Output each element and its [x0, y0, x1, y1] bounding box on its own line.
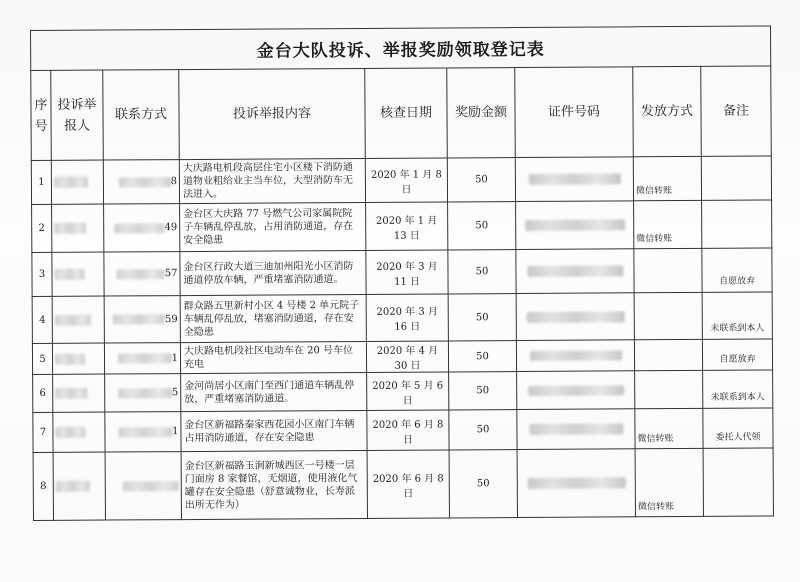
check-date: 2020 年 4 月 30 日	[366, 341, 448, 373]
table-row	[32, 292, 772, 344]
table-row	[32, 248, 772, 297]
contact-redacted: 59	[104, 296, 180, 343]
reporter-name-redacted	[52, 204, 104, 252]
reward-amount: 50	[448, 250, 516, 294]
remark: 自愿放弃	[702, 339, 772, 370]
header-contact: 联系方式	[103, 70, 180, 160]
table-row	[33, 370, 773, 413]
reward-amount: 50	[449, 450, 517, 518]
remark	[701, 156, 771, 200]
reward-amount: 50	[449, 372, 517, 410]
report-content: 群众路五里新村小区 4 号楼 2 单元院子车辆乱停乱放，堵塞消防通道，存在安全隐患	[180, 294, 366, 342]
table-row	[32, 339, 772, 375]
remark	[702, 200, 772, 248]
header-no: 序号	[31, 70, 52, 160]
form-title: 金台大队投诉、举报奖励领取登记表	[31, 26, 771, 71]
payment-method	[634, 292, 702, 339]
check-date: 2020 年 6 月 8 日	[367, 450, 449, 518]
check-date: 2020 年 6 月 8 日	[367, 410, 449, 451]
table-row	[31, 156, 771, 205]
remark	[703, 448, 773, 516]
reporter-name-redacted	[53, 374, 105, 412]
header-date: 核查日期	[365, 68, 448, 158]
remark: 未联系到本人	[703, 370, 773, 408]
header-amount: 奖励金额	[447, 68, 516, 158]
id-number-redacted	[517, 371, 635, 410]
reward-amount: 50	[448, 341, 516, 372]
row-number: 4	[32, 296, 52, 343]
check-date: 2020 年 3 月 16 日	[366, 294, 448, 342]
remark: 自愿放弃	[702, 248, 772, 292]
id-number-redacted	[516, 340, 634, 372]
payment-method: 微信转账	[634, 200, 702, 248]
row-number: 1	[31, 160, 51, 204]
registration-form	[30, 25, 773, 521]
contact-redacted: 1	[104, 343, 180, 374]
reporter-name-redacted	[53, 452, 105, 520]
id-number-redacted	[515, 157, 633, 202]
reporter-name-redacted	[52, 343, 104, 374]
report-content: 金河尚居小区南门至西门通道车辆乱停放，严重堵塞消防通道。	[181, 372, 367, 411]
row-number: 7	[33, 412, 53, 452]
reporter-name-redacted	[52, 296, 104, 343]
contact-redacted: 49	[104, 204, 180, 252]
row-number: 6	[33, 374, 53, 412]
table-row	[33, 408, 773, 453]
reporter-name-redacted	[53, 412, 105, 452]
reward-amount: 50	[449, 410, 517, 450]
row-number: 8	[33, 452, 53, 520]
header-id: 证件号码	[515, 67, 634, 158]
id-number-redacted	[517, 409, 635, 450]
id-number-redacted	[516, 293, 634, 341]
remark: 委托人代领	[703, 408, 773, 448]
row-number: 2	[32, 204, 52, 252]
check-date: 2020 年 5 月 6 日	[367, 372, 449, 411]
report-content: 大庆路电机段社区电动车在 20 号车位充电	[180, 341, 366, 373]
reward-amount: 50	[448, 294, 516, 341]
payment-method: 微信转账	[635, 408, 703, 448]
id-number-redacted	[517, 449, 635, 518]
payment-method	[634, 339, 702, 370]
report-content: 金台区大庆路 77 号燃气公司家属院院子车辆乱停乱放，占用消防通道，存在安全隐患	[180, 202, 366, 251]
remark: 未联系到本人	[702, 292, 772, 339]
reporter-name-redacted	[52, 252, 104, 296]
contact-redacted: 8	[103, 160, 179, 204]
id-number-redacted	[516, 201, 634, 250]
reward-amount: 50	[448, 202, 516, 250]
header-reporter: 投诉举报人	[51, 70, 104, 160]
contact-redacted	[105, 452, 181, 520]
row-number: 5	[32, 343, 52, 374]
header-note: 备注	[701, 66, 772, 156]
row-number: 3	[32, 252, 52, 296]
reward-amount: 50	[447, 158, 515, 202]
check-date: 2020 年 1 月 13 日	[366, 202, 448, 251]
contact-redacted: 57	[104, 252, 180, 296]
reward-table	[30, 25, 774, 521]
report-content: 大庆路电机段高层住宅小区楼下消防通道物业粗给业主当车位，大型消防车无法进入。	[179, 158, 365, 203]
reporter-name-redacted	[51, 160, 103, 204]
header-content: 投诉举报内容	[179, 68, 366, 159]
header-pay: 发放方式	[633, 66, 702, 156]
payment-method	[634, 248, 702, 292]
payment-method: 微信转账	[635, 448, 703, 516]
contact-redacted: 1	[105, 412, 181, 452]
table-row	[33, 448, 773, 521]
report-content: 金台区新福路秦家西花园小区南门车辆占用消防通道，存在安全隐患	[181, 410, 367, 451]
table-row	[32, 200, 772, 253]
report-content: 金台区行政大道三迪加州阳光小区消防通道停放车辆，严重堵塞消防通道。	[180, 250, 366, 295]
check-date: 2020 年 1 月 8 日	[365, 158, 447, 203]
id-number-redacted	[516, 249, 634, 294]
payment-method: 微信转账	[633, 156, 701, 200]
check-date: 2020 年 3 月 11 日	[366, 250, 448, 295]
report-content: 金台区新福路玉涧新城西区一号楼一层门面房 8 家餐馆，无烟道，使用液化气罐存在安全隐患（舒意诚物业，长寿派出所无作为）	[181, 450, 367, 519]
payment-method	[635, 370, 703, 408]
contact-redacted: 5	[105, 374, 181, 412]
